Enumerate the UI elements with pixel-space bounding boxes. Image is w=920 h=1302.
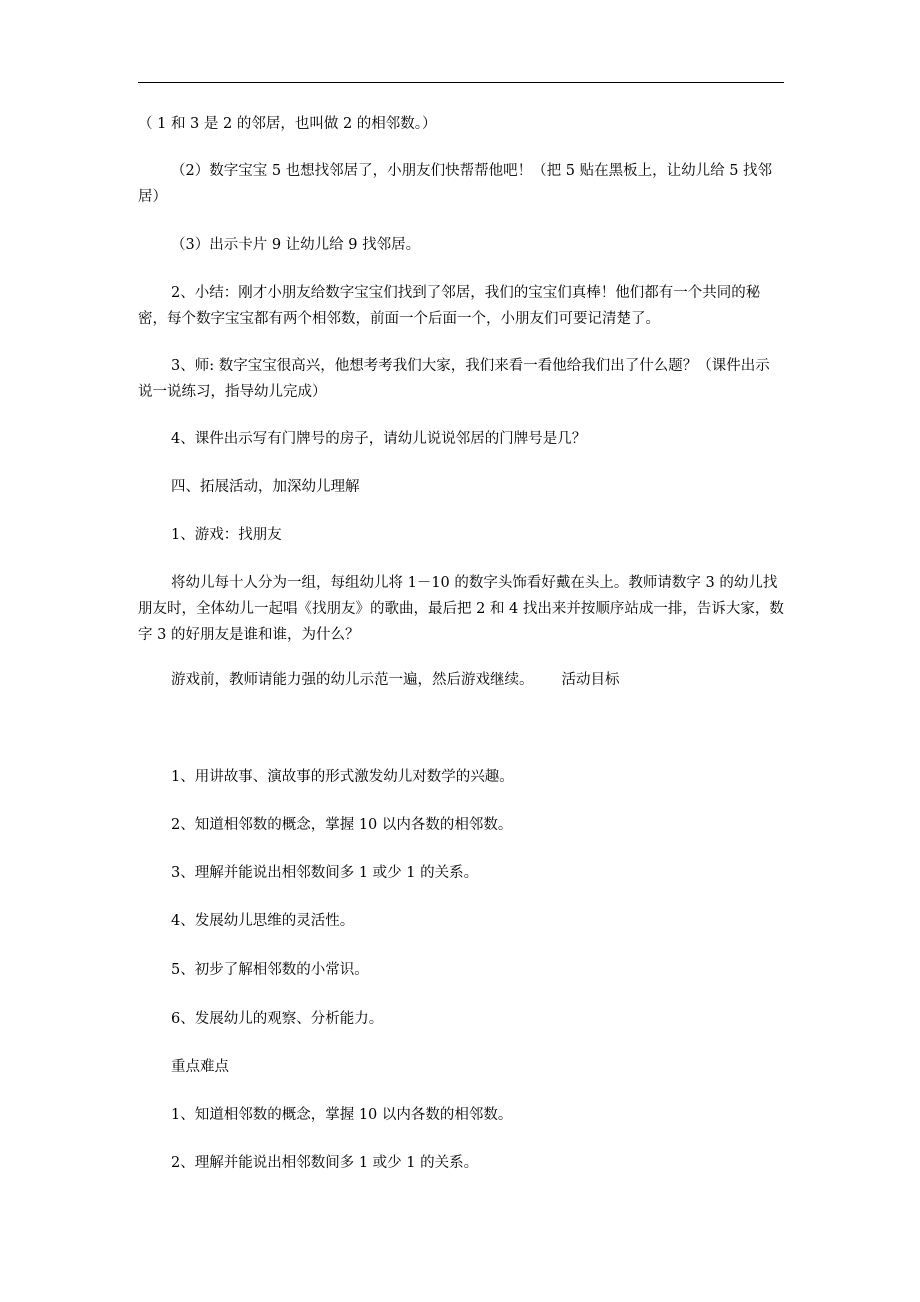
goal-item: 1、用讲故事、演故事的形式激发幼儿对数学的兴趣。	[171, 769, 514, 785]
paragraph-game-rules: 将幼儿每十人分为一组，每组幼儿将 1－10 的数字头饰看好戴在头上。教师请数字 3 的幼儿找朋友时，全体幼儿一起唱《找朋友》的歌曲，最后把 2 和 4 找出来并按顺序站成一排，告诉大家，数字 3 的好朋友是谁和谁，为什么？	[138, 575, 784, 643]
header-rule	[138, 82, 784, 83]
goal-item: 2、知道相邻数的概念，掌握 10 以内各数的相邻数。	[171, 817, 513, 833]
heading-activity-goals: 活动目标	[561, 672, 620, 688]
key-point-item: 1、知道相邻数的概念，掌握 10 以内各数的相邻数。	[171, 1107, 513, 1123]
goal-item: 4、发展幼儿思维的灵活性。	[171, 913, 355, 929]
paragraph-step-3: （3）出示卡片 9 让幼儿给 9 找邻居。	[171, 237, 421, 253]
paragraph-courseware: 4、课件出示写有门牌号的房子，请幼儿说说邻居的门牌号是几？	[171, 431, 587, 447]
section-heading-extension: 四、拓展活动，加深幼儿理解	[171, 479, 360, 495]
goal-item: 6、发展幼儿的观察、分析能力。	[171, 1011, 384, 1027]
key-point-item: 2、理解并能说出相邻数间多 1 或少 1 的关系。	[171, 1155, 479, 1171]
goal-item: 3、理解并能说出相邻数间多 1 或少 1 的关系。	[171, 865, 479, 881]
paragraph-step-2: （2）数字宝宝 5 也想找邻居了，小朋友们快帮帮他吧！（把 5 贴在黑板上，让幼儿给 5 找邻居）	[138, 163, 773, 205]
paragraph-teacher: 3、师: 数字宝宝很高兴，他想考考我们大家，我们来看一看他给我们出了什么题？（课件出示说一说练习，指导幼儿完成）	[138, 358, 770, 400]
game-note-text: 游戏前，教师请能力强的幼儿示范一遍，然后游戏继续。	[171, 672, 534, 688]
goal-item: 5、初步了解相邻数的小常识。	[171, 962, 369, 978]
paragraph-summary: 2、小结：刚才小朋友给数字宝宝们找到了邻居，我们的宝宝们真棒！他们都有一个共同的秘密，每个数字宝宝都有两个相邻数，前面一个后面一个，小朋友们可要记清楚了。	[138, 285, 761, 327]
paragraph-game-title: 1、游戏：找朋友	[171, 527, 282, 543]
heading-key-points: 重点难点	[171, 1059, 229, 1075]
paragraph-game-note	[138, 667, 784, 693]
paragraph-neighbor-note: （ 1 和 3 是 2 的邻居，也叫做 2 的相邻数。）	[138, 116, 437, 132]
